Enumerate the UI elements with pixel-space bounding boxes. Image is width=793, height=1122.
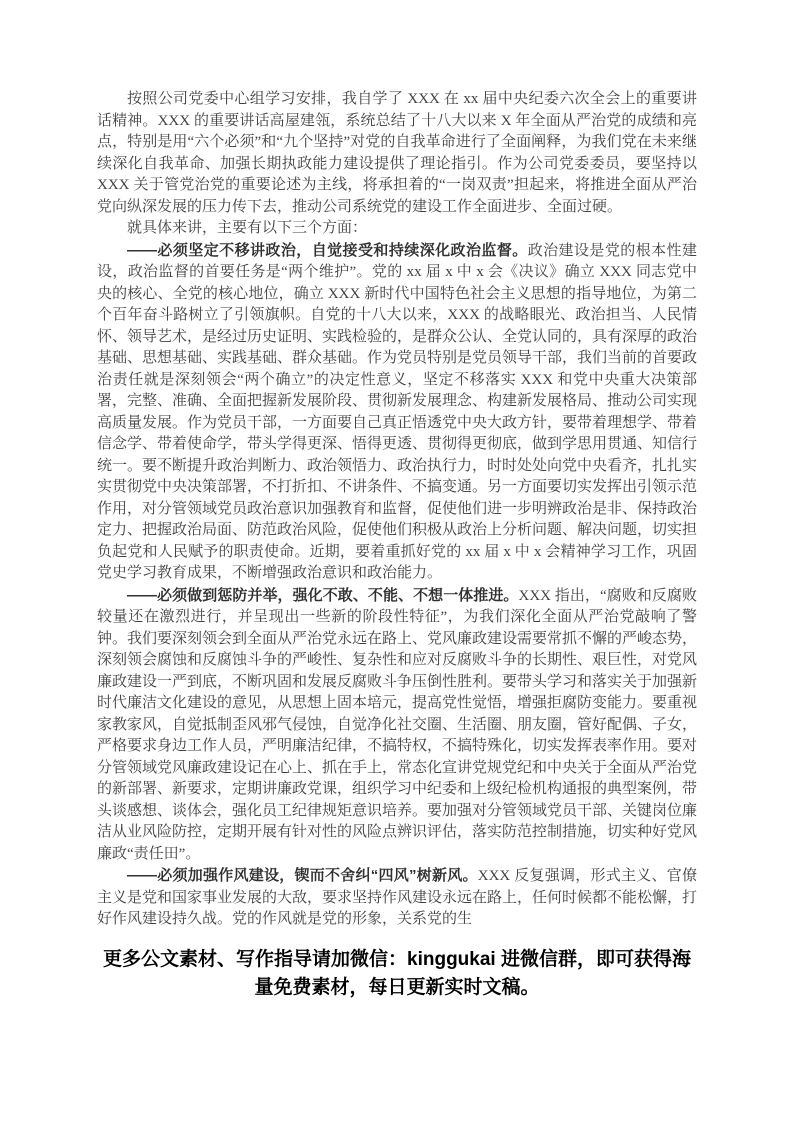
paragraph-lead: ——必须加强作风建设，锲而不舍纠“四风”树新风。 (127, 867, 478, 884)
paragraph (97, 89, 697, 218)
paragraph-text: 按照公司党委中心组学习安排，我自学了 XXX 在 xx 届中央纪委六次全会上的重要讲话精神。XXX 的重要讲话高屋建瓴，系统总结了十八大以来 X 年全面从严治党的成绩和亮点，特别是用“六个必须”和“九个坚持”对党的自我革命进行了全面阐释，为我们党在未来继续深化自我革命、加强长期执政能力建设提供了理论指引。作为公司党委委员，要坚持以 XXX 关于管党治党的重要论述为主线，将承担着的“一岗双责”担起来，将推进全面从严治党向纵深发展的压力传下去，推动公司系统党的建设工作全面进步、全面过硬。 (97, 91, 697, 215)
document-body (97, 89, 697, 931)
promo-footer-text: 更多公文素材、写作指导请加微信：kinggukai 进微信群，即可获得海量免费素材，每日更新实时文稿。 (103, 948, 691, 998)
paragraph-lead: ——必须做到惩防并举，强化不敢、不能、不想一体推进。 (127, 586, 519, 604)
paragraph (97, 585, 697, 866)
paragraph-text: XXX 指出，“腐败和反腐败较量还在激烈进行，并呈现出一些新的阶段性特征”，为我们深化全面从严治党敲响了警钟。我们要深刻领会到全面从严治党永远在路上、党风廉政建设需要常抓不懈的严峻态势，深刻领会腐蚀和反腐蚀斗争的严峻性、复杂性和应对反腐败斗争的长期性、艰巨性，对党风廉政建设一严到底，不断巩固和发展反腐败斗争压倒性胜利。要带头学习和落实关于加强新时代廉洁文化建设的意见，从思想上固本培元，提高党性觉悟，增强拒腐防变能力。要重视家教家风，自觉抵制歪风邪气侵蚀，自觉净化社交圈、生活圈、朋友圈，管好配偶、子女，严格要求身边工作人员，严明廉洁纪律，不搞特权，不搞特殊化，切实发挥表率作用。要对分管领域党风廉政建设记在心上、抓在手上，常态化宣讲党规党纪和中央关于全面从严治党的新部署、新要求，定期讲廉政党课，组织学习中纪委和上级纪检机构通报的典型案例，带头谈感想、谈体会，强化员工纪律规矩意识培养。要加强对分管领域党员干部、关键岗位廉洁从业风险防控，定期开展有针对性的风险点辨识评估，落实防范控制措施，切实种好党风廉政“责任田”。 (97, 587, 698, 862)
paragraph-lead: ——必须坚定不移讲政治，自觉接受和持续深化政治监督。 (127, 241, 528, 259)
paragraph (97, 865, 697, 931)
paragraph (97, 240, 697, 585)
paragraph-text: 政治建设是党的根本性建设，政治监督的首要任务是“两个维护”。党的 xx 届 x 中 x 会《决议》确立 XXX 同志党中央的核心、全党的核心地位，确立 XXX 新时代中国特色社会主义思想的指导地位，为第二个百年奋斗路树立了引领旗帜。自党的十八大以来，XXX 的战略眼光、政治担当、人民情怀、领导艺术，是经过历史证明、实践检验的，是群众公认、全党认同的，具有深厚的政治基础、思想基础、实践基础、群众基础。作为党员特别是党员领导干部，我们当前的首要政治责任就是深刻领会“两个确立”的决定性意义，坚定不移落实 XXX 和党中央重大决策部署，完整、准确、全面把握新发展阶段、贯彻新发展理念、构建新发展格局、推动公司实现高质量发展。作为党员干部，一方面要自己真正悟透党中央大政方针，要带着理想学、带着信念学、带着使命学，带头学得更深、悟得更透、贯彻得更彻底，做到学思用贯通、知信行统一。要不断提升政治判断力、政治领悟力、政治执行力，时时处处向党中央看齐，扎扎实实贯彻党中央决策部署，不打折扣、不讲条件、不搞变通。另一方面要切实发挥出引领示范作用，对分管领域党员政治意识加强教育和监督，促使他们进一步明辨政治是非、保持政治定力、把握政治局面、防范政治风险，促使他们积极从政治上分析问题、解决问题，切实担负起党和人民赋予的职责使命。近期，要着重抓好党的 xx 届 x 中 x 会精神学习工作，巩固党史学习教育成果，不断增强政治意识和政治能力。 (97, 242, 698, 581)
paragraph-text: XXX 反复强调，形式主义、官僚主义是党和国家事业发展的大敌，要求坚持作风建设永远在路上，任何时候都不能松懈，打好作风建设持久战。党的作风就是党的形象，关系党的生 (97, 868, 698, 927)
paragraph-text: 就具体来讲，主要有以下三个方面： (127, 220, 368, 236)
paragraph (97, 218, 697, 240)
